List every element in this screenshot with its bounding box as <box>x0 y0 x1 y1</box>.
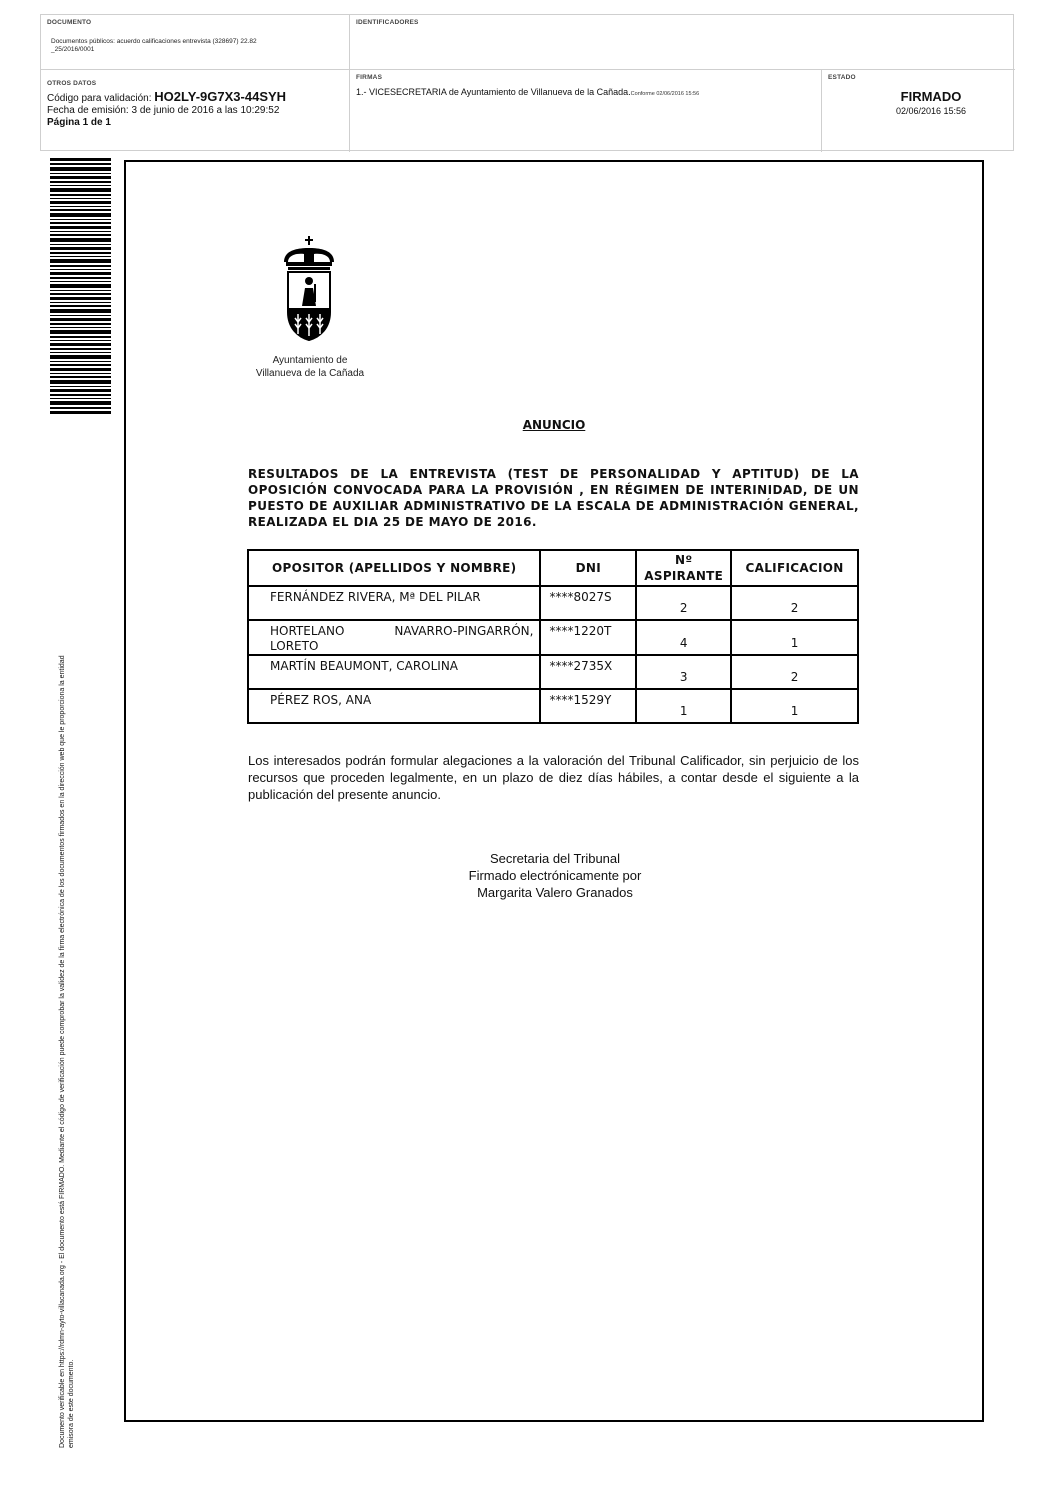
cell-dni: ****1220T <box>540 620 636 655</box>
cell-calificacion: 2 <box>731 586 858 620</box>
side-text-line-1: Documento verificable en https://rdmn-ayto-villacanada.org - El documento está FIRMADO. Mediante el código de verificación puede comprobar la validez de la firma electrónica de los documentos firmados en la dirección web que le proporciona la entidad <box>59 655 66 1448</box>
firmas-label: FIRMAS <box>356 74 383 81</box>
identificadores-label: IDENTIFICADORES <box>356 19 419 26</box>
header-num-line-1: Nº <box>675 553 693 567</box>
allegations-note: Los interesados podrán formular alegaciones a la valoración del Tribunal Calificador, sin perjuicio de los recursos que proceden legalmente, en un plazo de diez días hábiles, a contar desde el siguiente a la publicación del presente anuncio. <box>248 753 859 802</box>
table-row <box>248 586 858 620</box>
otros-datos-label: OTROS DATOS <box>47 80 97 87</box>
estado-date: 02/06/2016 15:56 <box>895 106 967 116</box>
page-count: Página 1 de 1 <box>47 117 111 128</box>
cell-num: 3 <box>636 655 731 689</box>
cell-nombre: FERNÁNDEZ RIVERA, Mª DEL PILAR <box>248 586 540 620</box>
signature-block <box>430 850 680 901</box>
table-header-row <box>248 550 858 586</box>
estado-label: ESTADO <box>828 74 856 81</box>
cell-nombre: HORTELANO NAVARRO-PINGARRÓN, LORETO <box>248 620 540 655</box>
cell-num: 2 <box>636 586 731 620</box>
cell-num: 4 <box>636 620 731 655</box>
cell-nombre: PÉREZ ROS, ANA <box>248 689 540 723</box>
coat-of-arms-logo <box>278 236 340 346</box>
document-metadata-header <box>40 14 1014 151</box>
cell-dni: ****1529Y <box>540 689 636 723</box>
documento-description: Documentos públicos: acuerdo calificaciones entrevista (328697) 22.82 _25/2016/0001 <box>51 38 257 53</box>
table-row <box>248 655 858 689</box>
header-num-line-2: ASPIRANTE <box>644 569 724 583</box>
estado-value: FIRMADO <box>900 89 962 104</box>
validation-code-line <box>47 91 343 105</box>
header-calificacion: CALIFICACION <box>731 550 858 586</box>
document-title: ANUNCIO <box>522 418 586 432</box>
header-dni: DNI <box>540 550 636 586</box>
verification-side-text <box>58 438 76 1448</box>
crest-caption <box>240 354 380 380</box>
signature-line-3: Margarita Valero Granados <box>477 885 633 900</box>
cell-dni: ****8027S <box>540 586 636 620</box>
barcode-image <box>50 158 111 414</box>
crest-caption-line-2: Villanueva de la Cañada <box>255 368 365 379</box>
cell-num: 1 <box>636 689 731 723</box>
cell-calificacion: 1 <box>731 620 858 655</box>
cell-calificacion: 1 <box>731 689 858 723</box>
firma-entry <box>356 87 815 97</box>
side-text-line-2: emisora de este documento. <box>68 1359 75 1448</box>
estado-cell <box>822 70 1015 152</box>
identificadores-cell <box>350 15 1015 70</box>
results-table <box>247 549 859 724</box>
firma-date-small: Conforme 02/06/2016 15:56 <box>630 91 700 97</box>
cell-calificacion: 2 <box>731 655 858 689</box>
table-row <box>248 620 858 655</box>
header-opositor: OPOSITOR (APELLIDOS Y NOMBRE) <box>248 550 540 586</box>
header-num-aspirante <box>636 550 731 586</box>
cell-dni: ****2735X <box>540 655 636 689</box>
validation-code-value: HO2LY-9G7X3-44SYH <box>154 89 287 104</box>
otros-datos-cell <box>41 70 350 152</box>
issue-date: Fecha de emisión: 3 de junio de 2016 a las 10:29:52 <box>47 105 280 116</box>
firma-text: 1.- VICESECRETARIA de Ayuntamiento de Villanueva de la Cañada. <box>356 87 631 97</box>
signature-line-1: Secretaria del Tribunal <box>489 851 621 866</box>
signature-line-2: Firmado electrónicamente por <box>468 868 642 883</box>
announcement-heading: RESULTADOS DE LA ENTREVISTA (TEST DE PERSONALIDAD Y APTITUD) DE LA OPOSICIÓN CONVOCADA PARA LA PROVISIÓN , EN RÉGIMEN DE INTERINIDAD, DE UN PUESTO DE AUXILIAR ADMINISTRATIVO DE LA ESCALA DE ADMINISTRACIÓN GENERAL, REALIZADA EL DIA 25 DE MAYO DE 2016. <box>248 467 859 529</box>
firmas-cell <box>350 70 822 152</box>
documento-cell <box>41 15 350 70</box>
validation-code-label: Código para validación: <box>47 93 152 104</box>
cell-nombre: MARTÍN BEAUMONT, CAROLINA <box>248 655 540 689</box>
documento-label: DOCUMENTO <box>47 19 92 26</box>
table-row <box>248 689 858 723</box>
crest-caption-line-1: Ayuntamiento de <box>272 355 348 366</box>
